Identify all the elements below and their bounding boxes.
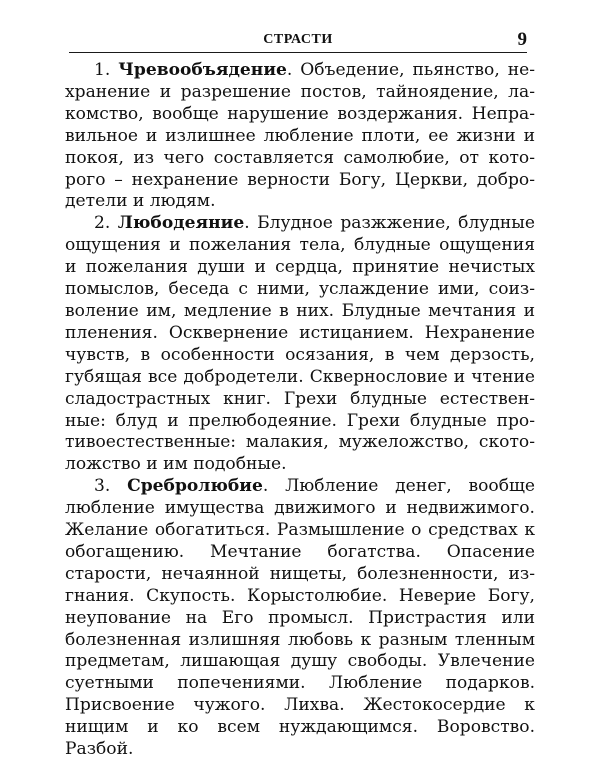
passion-avarice	[65, 476, 535, 761]
section-text: . Любление денег, вообще любление имущества движимого и недвижимого. Желание обогатиться. Размышление о средствах к обогащению. Мечтание богатства. Опасение старости, нечаянной нищеты, болезненности, изгнания. Скупость. Корыстолюбие. Неверие Богу, неупование на Его промысл. Пристрастия или болезненная излишняя любовь к разным тленным предметам, лишающая душу свободы. Увлечение суетными попечениями. Любление подарков. Присвоение чужого. Лихва. Жестокосердие к нищим и ко всем нуждающимся. Воровство. Разбой.	[65, 476, 535, 760]
section-text: . Блудное разжжение, блудные ощущения и пожелания тела, блудные ощущения и пожелания души и сердца, принятие нечистых помыслов, беседа с ними, услаждение ими, соизволение им, медление в них. Блудные мечтания и пленения. Осквернение истицанием. Нехранение чувств, в особенности осязания, в чем дерзость, губящая все добродетели. Сквернословие и чтение сладострастных книг. Грехи блудные естественные: блуд и прелюбодеяние. Грехи блудные противоестественные: малакия, мужеложство, скотоложство и им подобные.	[65, 213, 536, 475]
section-number: 3.	[94, 476, 111, 497]
section-term: Любодеяние	[117, 213, 245, 234]
section-term: Сребролюбие	[127, 476, 263, 497]
passion-gluttony	[65, 60, 535, 213]
page-header	[69, 30, 527, 53]
section-term: Чревообъядение	[118, 60, 287, 80]
page-body	[65, 60, 535, 761]
page-number: 9	[517, 29, 527, 50]
passion-fornication	[65, 213, 535, 476]
running-head: СТРАСТИ	[263, 32, 333, 47]
section-text: . Объедение, пьянство, нехранение и разрешение постов, тайноядение, лакомство, вообще нарушение воздержания. Неправильное и излишнее любление плоти, ее жизни и покоя, из чего составляется самолюбие, от которого – нехранение верности Богу, Церкви, добродетели и людям.	[65, 60, 535, 212]
section-number: 2.	[94, 213, 111, 234]
section-number: 1.	[94, 60, 111, 80]
